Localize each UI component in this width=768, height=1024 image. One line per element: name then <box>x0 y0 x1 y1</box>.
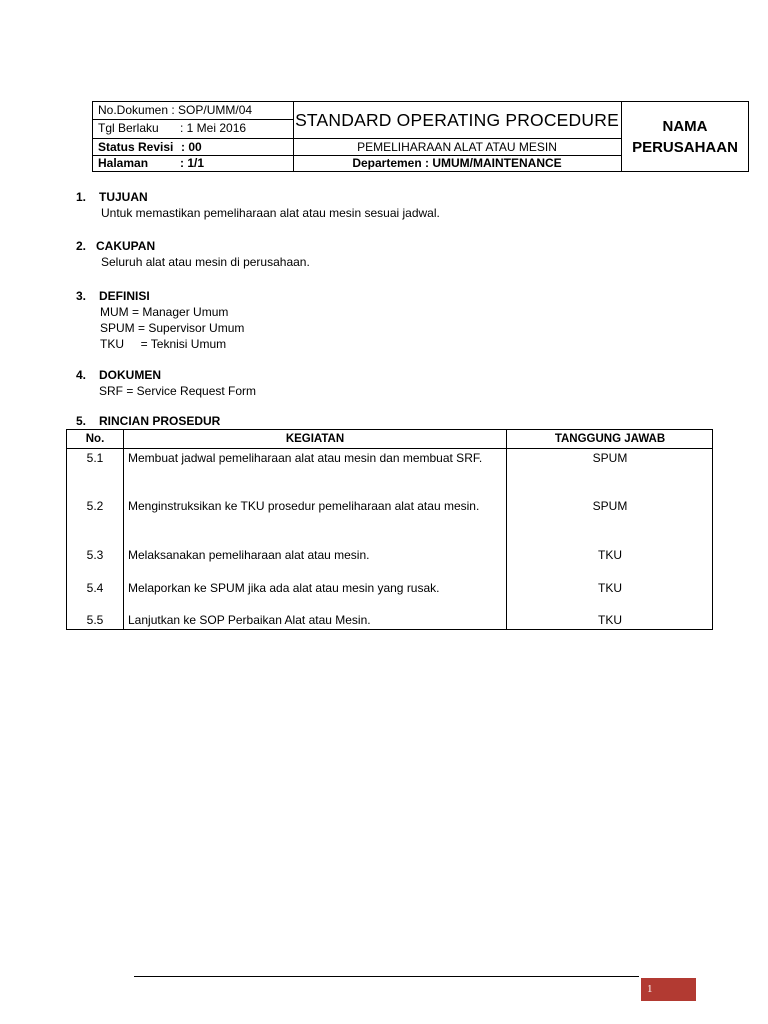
section-text: Seluruh alat atau mesin di perusahaan. <box>101 255 310 269</box>
tgl-berlaku-label: Tgl Berlaku <box>98 121 159 135</box>
department: Departemen : UMUM/MAINTENANCE <box>352 156 562 170</box>
row-responsible: TKU <box>598 548 622 562</box>
section-number: 2. <box>76 239 87 253</box>
footer-rule <box>134 976 639 977</box>
section-number: 5. <box>76 414 87 428</box>
row-activity: Lanjutkan ke SOP Perbaikan Alat atau Mesin. <box>128 613 371 627</box>
row-responsible: SPUM <box>592 451 628 465</box>
section-text: Untuk memastikan pemeliharaan alat atau mesin sesuai jadwal. <box>101 206 440 220</box>
procedure-name: PEMELIHARAAN ALAT ATAU MESIN <box>357 140 557 154</box>
status-revisi-label: Status Revisi <box>98 140 174 154</box>
company-name-line1: NAMA <box>662 117 708 135</box>
section-definisi <box>76 288 244 352</box>
row-number: 5.3 <box>86 548 104 562</box>
section-heading <box>76 367 256 383</box>
section-title: RINCIAN PROSEDUR <box>99 414 221 428</box>
row-activity: Melaksanakan pemeliharaan alat atau mesin. <box>128 548 370 562</box>
row-number: 5.1 <box>86 451 104 465</box>
table-column-divider <box>123 430 124 629</box>
row-responsible: TKU <box>598 613 622 627</box>
section-number: 1. <box>76 190 87 204</box>
section-title: DOKUMEN <box>99 368 161 382</box>
company-name <box>621 102 749 171</box>
table-header-tanggung-jawab: TANGGUNG JAWAB <box>554 433 666 445</box>
section-dokumen <box>76 367 256 399</box>
section-heading <box>76 189 440 205</box>
section-text: SRF = Service Request Form <box>99 384 257 398</box>
row-responsible: TKU <box>598 581 622 595</box>
section-title: CAKUPAN <box>96 239 156 253</box>
doc-number: No.Dokumen : SOP/UMM/04 <box>98 103 253 117</box>
tgl-berlaku-value: : 1 Mei 2016 <box>180 121 247 135</box>
row-number: 5.4 <box>86 581 104 595</box>
page-number: 1 <box>641 978 696 1001</box>
procedure-table <box>66 429 713 630</box>
section-title: TUJUAN <box>99 190 148 204</box>
row-activity: Membuat jadwal pemeliharaan alat atau mesin dan membuat SRF. <box>128 451 483 465</box>
status-revisi-value: : 00 <box>181 140 202 154</box>
company-name-line2: PERUSAHAAN <box>632 138 738 156</box>
section-tujuan <box>76 189 440 221</box>
section-cakupan <box>76 238 310 270</box>
section-number: 3. <box>76 289 87 303</box>
halaman-label: Halaman <box>98 156 149 170</box>
table-header-no: No. <box>85 433 105 445</box>
definition-item: MUM = Manager Umum <box>100 305 229 319</box>
section-number: 4. <box>76 368 87 382</box>
row-number: 5.2 <box>86 499 104 513</box>
row-number: 5.5 <box>86 613 104 627</box>
section-title: DEFINISI <box>99 289 150 303</box>
sop-title: STANDARD OPERATING PROCEDURE <box>295 109 619 130</box>
halaman-value: : 1/1 <box>180 156 205 170</box>
sop-header-table <box>92 101 749 172</box>
table-header-divider <box>67 448 712 449</box>
definition-item: SPUM = Supervisor Umum <box>100 321 245 335</box>
section-heading <box>76 413 220 429</box>
row-activity: Menginstruksikan ke TKU prosedur pemeliharaan alat atau mesin. <box>128 499 480 513</box>
row-responsible: SPUM <box>592 499 628 513</box>
definition-item: TKU = Teknisi Umum <box>100 337 227 351</box>
table-header-kegiatan: KEGIATAN <box>285 433 345 445</box>
section-heading <box>76 288 244 304</box>
row-activity: Melaporkan ke SPUM jika ada alat atau mesin yang rusak. <box>128 581 440 595</box>
section-heading <box>76 238 310 254</box>
section-rincian <box>76 413 220 429</box>
